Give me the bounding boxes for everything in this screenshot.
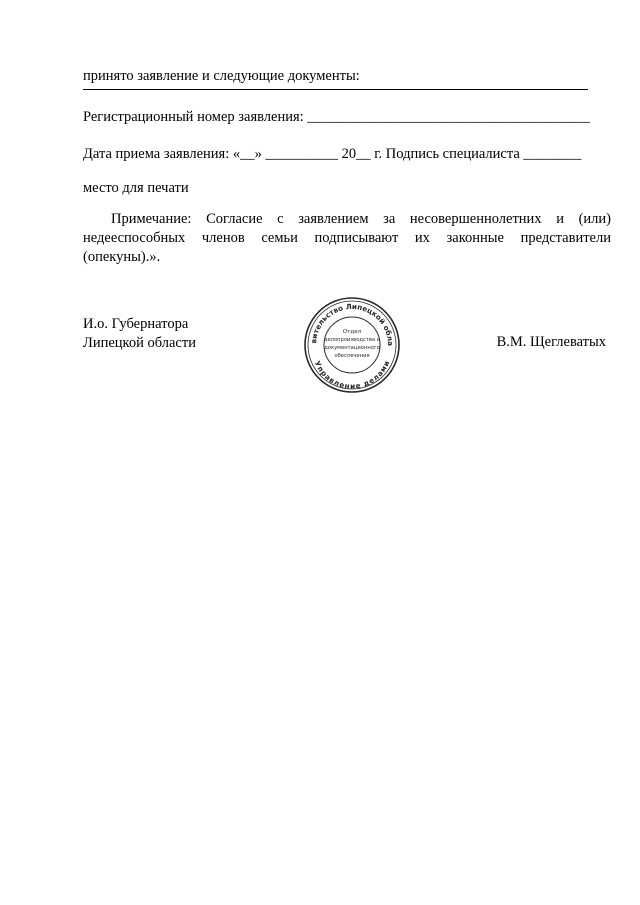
signatory-position <box>83 315 196 353</box>
date-received-line: Дата приема заявления: «__» __________ 20__ г. Подпись специалиста ________ <box>83 146 582 162</box>
official-seal <box>302 295 402 395</box>
seal-center-line-3: документационного <box>324 345 380 351</box>
note-paragraph: Примечание: Согласие с заявлением за несовершеннолетних и (или) недееспособных членов семьи подписывают их законные представители (опекуны).». <box>83 211 611 265</box>
position-line-1: И.о. Губернатора <box>83 316 189 332</box>
registration-number-line: Регистрационный номер заявления: _______________________________________ <box>83 109 591 125</box>
signatory-name: В.М. Щеглеватых <box>496 334 606 350</box>
stamp-place-label: место для печати <box>83 180 189 196</box>
seal-center-line-4: обеспечения <box>334 353 370 359</box>
documents-accepted-line: принято заявление и следующие документы: <box>83 68 360 84</box>
blank-underline <box>83 89 588 90</box>
seal-outer-text: вительство Липецкой обла <box>308 301 396 347</box>
position-line-2: Липецкой области <box>83 335 196 351</box>
seal-icon <box>302 295 402 395</box>
seal-bottom-text: Управление делами <box>312 359 392 391</box>
seal-center-line-2: делопроизводства и <box>323 337 381 343</box>
seal-center-line-1: Отдел <box>342 329 362 335</box>
